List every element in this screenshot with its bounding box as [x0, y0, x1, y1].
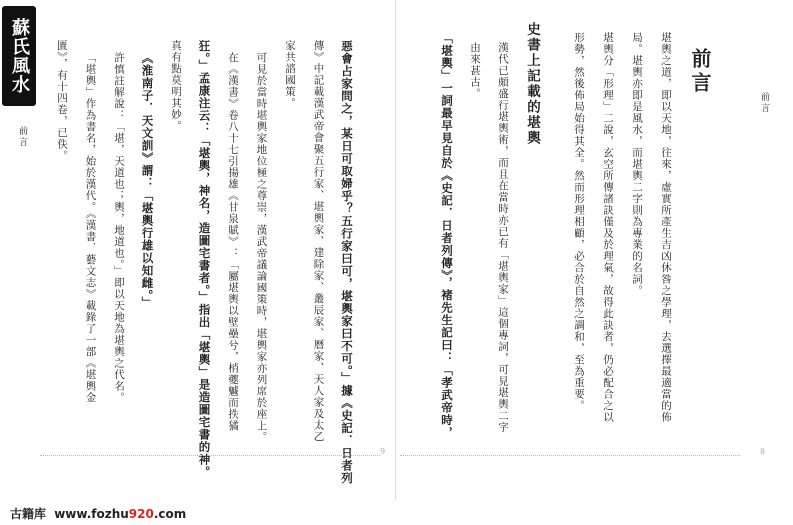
right-column: 堪輿分「形理」二說，玄空所傳諸訣僅及於理氣，故得此訣者，仍必配合之以 [602, 32, 614, 423]
left-column: 許慎註解說：「堪，天道也；輿，地道也。」即以天地為堪輿之代名。 [113, 52, 125, 404]
right-section-column: 「堪輿」一詞最早見自於《史記．日者列傳》，褚先生記曰：「孝武帝時， [440, 32, 454, 439]
left-page-number: 9 [380, 447, 386, 456]
right-section-column: 由來甚古。 [469, 42, 481, 100]
right-column: 堪輿之道，即以天地，往來，虛實所產生吉凶休咎之學理，去選擇最適當的佈 [660, 32, 672, 423]
main-title: 前言 [688, 48, 712, 96]
right-running-header: 前言 [759, 92, 769, 114]
left-column: 《淮南子．天文訓》謂：「堪輿行雄以知雌。」 [140, 52, 155, 309]
watermark-site: www.fozhu920.com [54, 507, 187, 521]
left-page [0, 0, 396, 500]
watermark [10, 505, 186, 522]
publisher-seal: 蘇氏風水 [2, 6, 36, 106]
left-column: 傳》中記載漢武帝會聚五行家、堪輿家、建除家、叢辰家、曆家、天人家及太乙 [312, 40, 325, 443]
right-page [396, 0, 793, 500]
right-column: 形勢，然後佈局始得其全。然而形理相顧，必合於自然之調和，至為重要。 [573, 32, 585, 412]
left-column: 家共諮國策。 [284, 40, 296, 109]
left-column: 真有點莫明其妙。 [170, 40, 182, 132]
right-section-column: 漢代已頗盛行堪輿術，而且在當時亦已有「堪輿家」這個專詞，可見堪輿二字 [497, 42, 509, 433]
left-column: 惡會占家問之，某日可取婦乎？五行家曰可，堪輿家曰不可。」據《史記．日者列 [340, 40, 354, 485]
right-column: 局。堪輿亦即是風水，而堪輿二字則為專業的名詞。 [631, 32, 643, 297]
watermark-brand: 古籍库 [10, 507, 47, 521]
left-bottom-rule [40, 455, 380, 456]
right-bottom-rule [400, 455, 740, 456]
left-column: 「堪輿」作為書名，始於漢代。《漢書．藝文志》載錄了一部《堪輿金 [84, 52, 97, 404]
left-column: 可見於當時堪輿家地位極之尊崇，漢武帝議論國策時，堪輿家亦列席於座上。 [255, 52, 268, 443]
section-title: 史書上記載的堪輿 [524, 22, 540, 146]
watermark-bar [0, 500, 793, 525]
left-column: 在《漢書》卷八十七引揚雄《甘泉賦》：「屬堪輿以壁壘兮，梢夔魖而抶獝 [227, 52, 239, 432]
left-running-header: 前言 [17, 126, 27, 148]
left-column: 匱》，有十四卷，已佚。 [56, 40, 68, 162]
right-page-number: 8 [760, 447, 766, 456]
left-column: 狂。」孟康注云：「堪輿，神名，造圖宅書者。」指出「堪輿」是造圖宅書的神。 [197, 40, 212, 479]
